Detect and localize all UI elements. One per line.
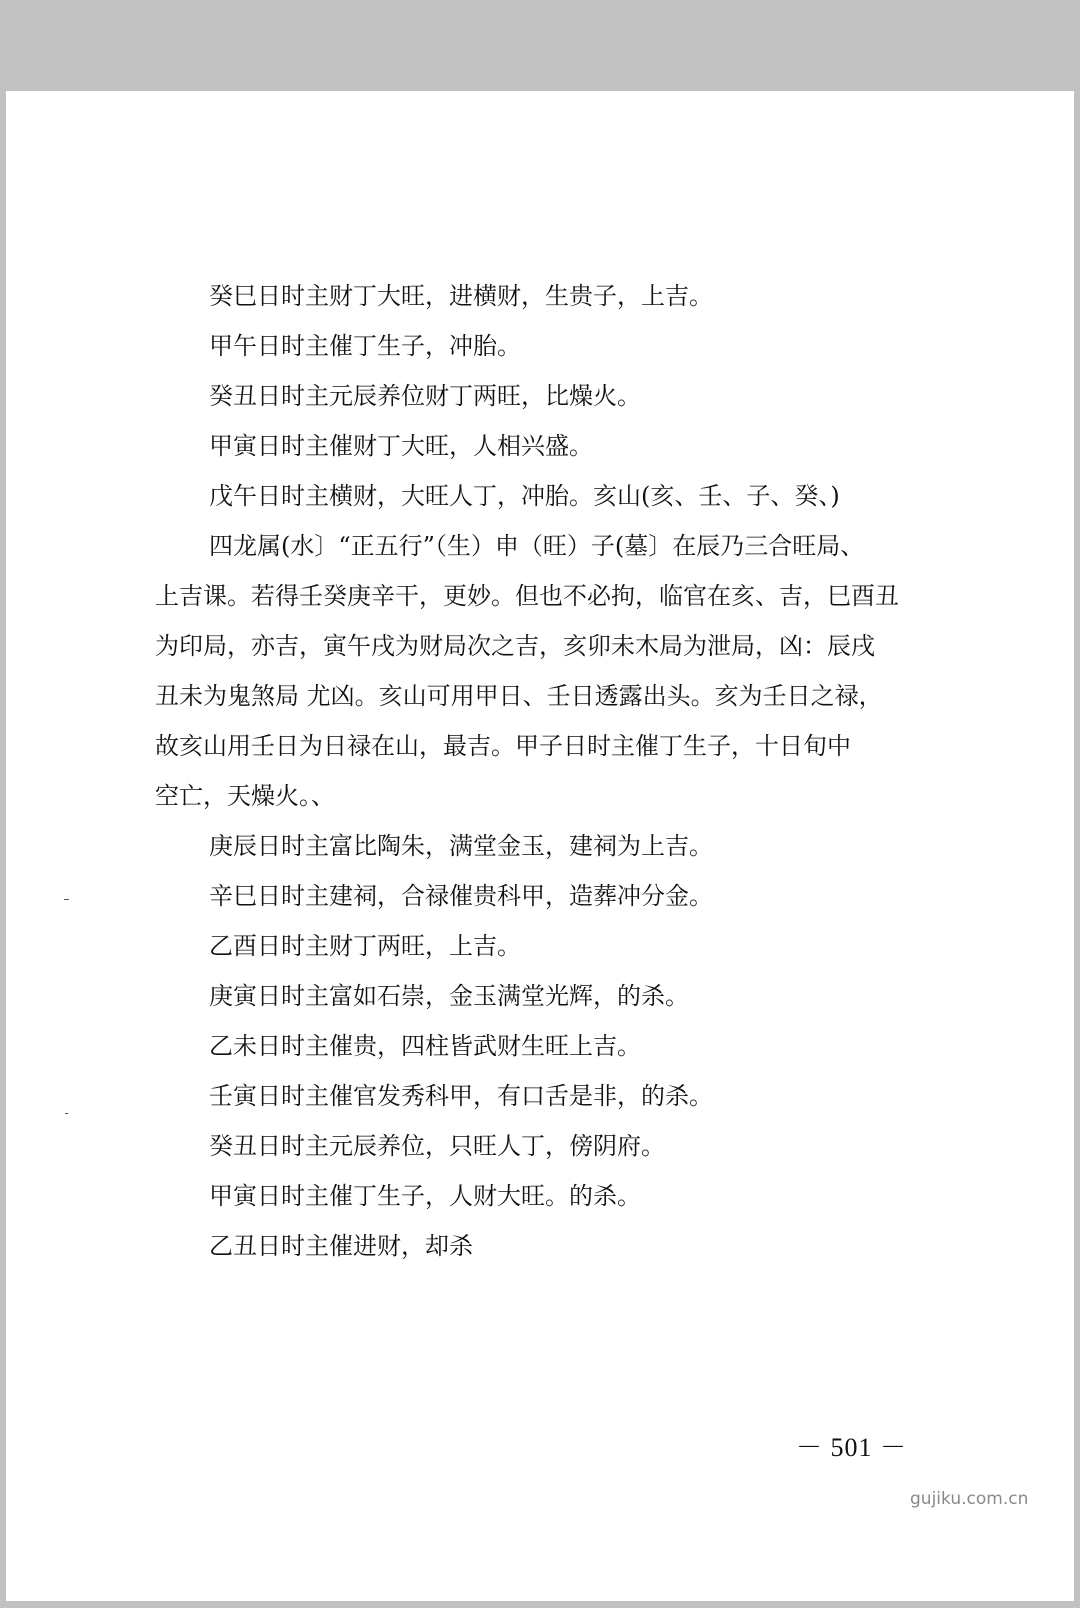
text-line: 壬寅日时主催官发秀科甲，有口舌是非，的杀。 [209,1082,713,1110]
text-line: 癸巳日时主财丁大旺，进横财，生贵子，上吉。 [209,282,713,310]
text-line: 甲寅日时主催财丁大旺，人相兴盛。 [209,432,593,460]
text-line: 戊午日时主横财，大旺人丁，冲胎。亥山(亥、壬、子、癸、) [209,482,840,510]
text-line: 上吉课。若得壬癸庚辛干，更妙。但也不必拘，临官在亥、吉，巳酉丑 [155,582,899,610]
text-line: 癸丑日时主元辰养位，只旺人丁，傍阴府。 [209,1132,665,1160]
text-line: 乙丑日时主催进财，却杀 [209,1232,473,1260]
text-line: 丑未为鬼煞局 尤凶。亥山可用甲日、壬日透露出头。亥为壬日之禄， [155,682,883,710]
scan-speck [64,899,69,900]
text-line: 为印局，亦吉，寅午戌为财局次之吉，亥卯未木局为泄局，凶：辰戌 [155,632,875,660]
text-line: 空亡，天燥火。、 [155,782,335,810]
text-line: 庚寅日时主富如石崇，金玉满堂光辉，的杀。 [209,982,689,1010]
text-line: 癸丑日时主元辰养位财丁两旺，比燥火。 [209,382,641,410]
text-line: 故亥山用壬日为日禄在山，最吉。甲子日时主催丁生子，十日旬中 [155,732,851,760]
text-line: 乙酉日时主财丁两旺，上吉。 [209,932,521,960]
text-line: 甲寅日时主催丁生子，人财大旺。的杀。 [209,1182,641,1210]
book-page [6,91,1074,1601]
text-line: 乙未日时主催贵，四柱皆武财生旺上吉。 [209,1032,641,1060]
scan-speck [65,1113,68,1114]
text-line: 庚辰日时主富比陶朱，满堂金玉，建祠为上吉。 [209,832,713,860]
text-line: 辛巳日时主建祠，合禄催贵科甲，造葬冲分金。 [209,882,713,910]
page-number: － 501 － [796,1433,908,1462]
text-line: 甲午日时主催丁生子，冲胎。 [209,332,521,360]
body-text [6,91,1074,1601]
watermark: gujiku.com.cn [910,1489,1029,1509]
text-line: 四龙属(水〕“正五行”（生）申（旺）子(墓〕在辰乃三合旺局、 [209,532,865,560]
